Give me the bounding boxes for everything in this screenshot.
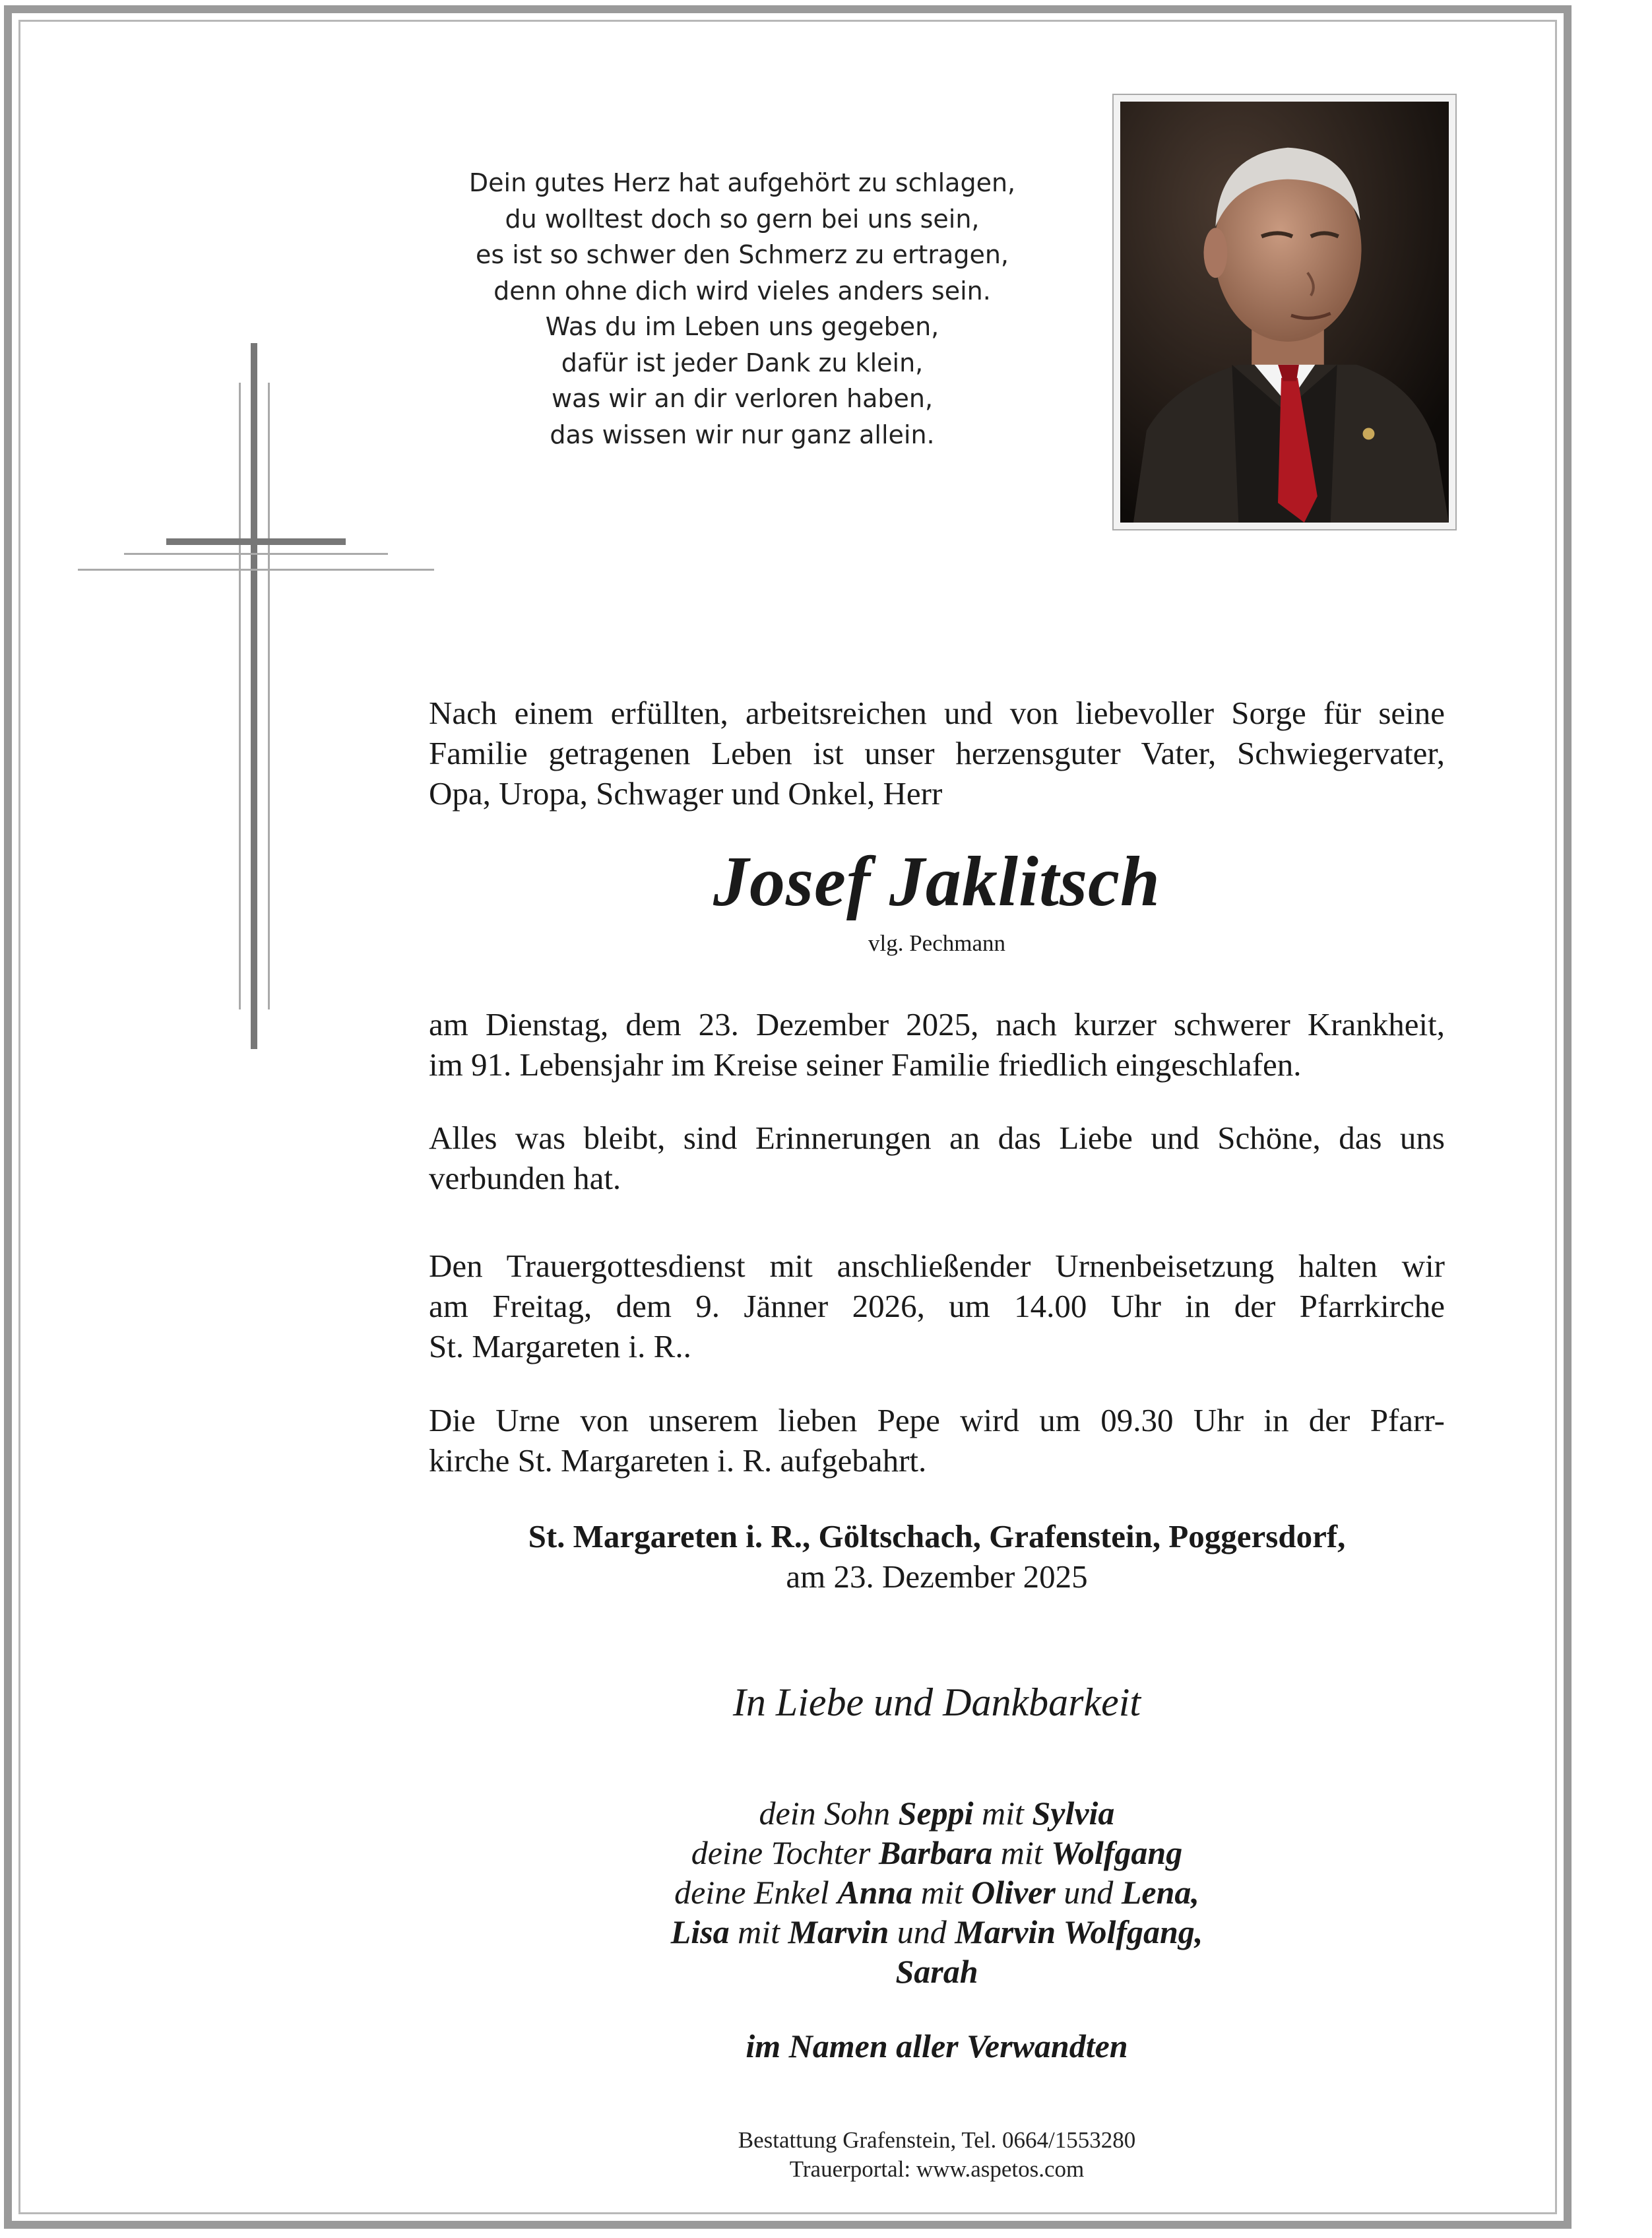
urn-line: kirche St. Margareten i. R. aufgebahrt. [429, 1442, 927, 1479]
family-member-name: Seppi [898, 1795, 974, 1832]
memory-line: Alles was bleibt, sind Erinnerungen an das Liebe und Schöne, das uns [429, 1120, 1445, 1156]
poem-line: was wir an dir verloren haben, [551, 384, 934, 413]
family-line [429, 1872, 1445, 1912]
cross-icon [73, 343, 442, 1056]
family-relation-text: deine Tochter [691, 1834, 879, 1871]
intro-line: Opa, Uropa, Schwager und Onkel, Herr [429, 775, 943, 812]
family-line [429, 1952, 1445, 1991]
footer [429, 2126, 1445, 2184]
family-member-name: Barbara [878, 1834, 993, 1871]
family-member-name: Sylvia [1032, 1795, 1115, 1832]
death-line: am Dienstag, dem 23. Dezember 2025, nach kurzer schwerer Krankheit, [429, 1006, 1445, 1042]
family-member-name: Oliver [971, 1874, 1056, 1911]
poem-line: das wissen wir nur ganz allein. [550, 420, 935, 449]
poem-line: denn ohne dich wird vieles anders sein. [493, 276, 991, 305]
family-relation-text: dein Sohn [759, 1795, 899, 1832]
date-line: am 23. Dezember 2025 [786, 1558, 1088, 1595]
poem-line: Was du im Leben uns gegeben, [545, 312, 939, 341]
signature-title: In Liebe und Dankbarkeit [732, 1680, 1141, 1724]
family-member-name: Wolfgang [1051, 1834, 1183, 1871]
place-date [429, 1516, 1445, 1597]
family-member-name: Sarah [895, 1953, 978, 1990]
portrait-image [1120, 102, 1449, 523]
urn-paragraph [429, 1400, 1445, 1481]
portal-link: Trauerportal: www.aspetos.com [789, 2156, 1085, 2182]
family-relation-text: mit [729, 1913, 788, 1950]
family-relation-text: mit [973, 1795, 1032, 1832]
death-line: im 91. Lebensjahr im Kreise seiner Familie friedlich eingeschlafen. [429, 1046, 1302, 1083]
family-member-name: Anna [837, 1874, 913, 1911]
closing-line: im Namen aller Verwandten [746, 2028, 1128, 2064]
family-relation-text: und [889, 1913, 955, 1950]
poem-line: du wolltest doch so gern bei uns sein, [505, 204, 980, 234]
family-relation-text: deine Enkel [674, 1874, 838, 1911]
service-line: am Freitag, dem 9. Jänner 2026, um 14.00 Uhr in der Pfarrkirche [429, 1288, 1445, 1324]
family-member-name: Lena, [1121, 1874, 1199, 1911]
intro-line: Nach einem erfüllten, arbeitsreichen und von liebevoller Sorge für seine [429, 695, 1445, 731]
family-line [429, 1793, 1445, 1833]
family-line [429, 1833, 1445, 1872]
family-member-name: Marvin [788, 1913, 889, 1950]
urn-line: Die Urne von unserem lieben Pepe wird um 09.30 Uhr in der Pfarr- [429, 1402, 1445, 1438]
deceased-nickname: vlg. Pechmann [868, 930, 1006, 956]
family-line [429, 1912, 1445, 1952]
family-list [429, 1793, 1445, 1991]
poem-line: es ist so schwer den Schmerz zu ertragen, [475, 240, 1009, 269]
death-notice-paragraph [429, 1004, 1445, 1085]
family-relation-text: mit [992, 1834, 1052, 1871]
service-line: Den Trauergottesdienst mit anschließender Urnenbeisetzung halten wir [429, 1248, 1445, 1284]
memory-paragraph [429, 1118, 1445, 1198]
service-line: St. Margareten i. R.. [429, 1328, 691, 1364]
intro-paragraph [429, 693, 1445, 814]
places-line: St. Margareten i. R., Göltschach, Grafenstein, Poggersdorf, [528, 1518, 1346, 1554]
family-relation-text: und [1055, 1874, 1122, 1911]
family-relation-text: mit [912, 1874, 972, 1911]
portrait-photo [1112, 94, 1457, 530]
service-paragraph [429, 1246, 1445, 1366]
family-member-name: Marvin Wolfgang, [955, 1913, 1203, 1950]
intro-line: Familie getragenen Leben ist unser herzensguter Vater, Schwiegervater, [429, 735, 1445, 771]
memorial-poem [396, 165, 1089, 453]
family-member-name: Lisa [670, 1913, 730, 1950]
poem-line: Dein gutes Herz hat aufgehört zu schlagen, [468, 168, 1016, 197]
funeral-home: Bestattung Grafenstein, Tel. 0664/1553280 [738, 2127, 1136, 2153]
deceased-name: Josef Jaklitsch [713, 843, 1160, 921]
memory-line: verbunden hat. [429, 1160, 621, 1196]
poem-line: dafür ist jeder Dank zu klein, [561, 348, 924, 377]
